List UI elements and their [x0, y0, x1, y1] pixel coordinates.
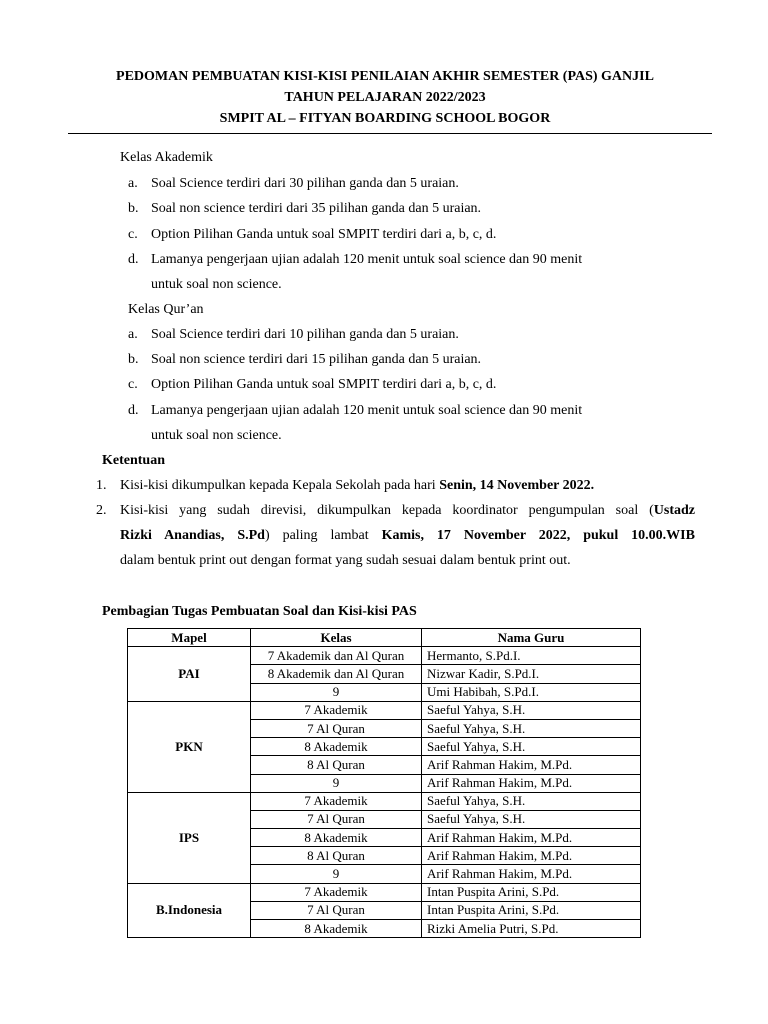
- guru-cell: Hermanto, S.Pd.I.: [422, 647, 641, 665]
- quran-item-c: Option Pilihan Ganda untuk soal SMPIT terdiri dari a, b, c, d.: [151, 377, 497, 392]
- ketentuan-item-2-text: Kisi-kisi yang sudah direvisi, dikumpulkan kepada koordinator pengumpulan soal (: [120, 503, 654, 518]
- guru-cell: Intan Puspita Arini, S.Pd.: [422, 883, 641, 901]
- guru-cell: Saeful Yahya, S.H.: [422, 792, 641, 810]
- akademik-item-d-label: d.: [128, 252, 139, 267]
- akademik-item-c: Option Pilihan Ganda untuk soal SMPIT terdiri dari a, b, c, d.: [151, 227, 497, 242]
- akademik-item-a: Soal Science terdiri dari 30 pilihan ganda dan 5 uraian.: [151, 176, 459, 191]
- ketentuan-title: Ketentuan: [102, 453, 165, 468]
- akademik-item-d-continued: untuk soal non science.: [151, 277, 282, 292]
- column-header-nama-guru: Nama Guru: [422, 629, 641, 647]
- kelas-cell: 8 Akademik: [251, 920, 422, 938]
- table-header-row: [128, 629, 641, 647]
- kelas-cell: 8 Akademik dan Al Quran: [251, 665, 422, 683]
- akademik-item-d: Lamanya pengerjaan ujian adalah 120 menit untuk soal science dan 90 menit: [151, 252, 583, 267]
- kelas-cell: 7 Akademik dan Al Quran: [251, 647, 422, 665]
- kelas-cell: 9: [251, 865, 422, 883]
- guru-cell: Nizwar Kadir, S.Pd.I.: [422, 665, 641, 683]
- kelas-cell: 8 Al Quran: [251, 756, 422, 774]
- koordinator-name: Rizki Anandias, S.Pd: [120, 528, 265, 543]
- deadline-prefix: ) paling lambat: [264, 528, 382, 543]
- akademik-item-b-label: b.: [128, 201, 139, 216]
- guru-cell: Arif Rahman Hakim, M.Pd.: [422, 829, 641, 847]
- guru-cell: Saeful Yahya, S.H.: [422, 719, 641, 737]
- mapel-b-indonesia: B.Indonesia: [128, 883, 251, 938]
- ketentuan-item-2-line1: [120, 502, 695, 520]
- kelas-cell: 7 Akademik: [251, 883, 422, 901]
- kelas-cell: 8 Al Quran: [251, 847, 422, 865]
- ketentuan-item-2-label: 2.: [96, 503, 107, 518]
- guru-cell: Saeful Yahya, S.H.: [422, 738, 641, 756]
- kelas-cell: 9: [251, 774, 422, 792]
- mapel-pai: PAI: [128, 647, 251, 702]
- guru-cell: Arif Rahman Hakim, M.Pd.: [422, 847, 641, 865]
- quran-item-b: Soal non science terdiri dari 15 pilihan ganda dan 5 uraian.: [151, 352, 482, 367]
- column-header-mapel: Mapel: [128, 629, 251, 647]
- akademik-item-c-label: c.: [128, 227, 138, 242]
- mapel-ips: IPS: [128, 792, 251, 883]
- ketentuan-item-1-text: Kisi-kisi dikumpulkan kepada Kepala Sekolah pada hari: [120, 478, 440, 493]
- quran-item-b-label: b.: [128, 352, 139, 367]
- kelas-cell: 8 Akademik: [251, 829, 422, 847]
- koordinator-title: Ustadz: [653, 503, 695, 518]
- header-school: SMPIT AL – FITYAN BOARDING SCHOOL BOGOR: [219, 111, 551, 126]
- table-row: [128, 647, 641, 665]
- akademik-item-b: Soal non science terdiri dari 35 pilihan ganda dan 5 uraian.: [151, 201, 482, 216]
- guru-cell: Rizki Amelia Putri, S.Pd.: [422, 920, 641, 938]
- kelas-cell: 9: [251, 683, 422, 701]
- kelas-cell: 7 Al Quran: [251, 810, 422, 828]
- ketentuan-item-1-label: 1.: [96, 478, 107, 493]
- akademik-title: Kelas Akademik: [120, 150, 213, 165]
- kelas-cell: 7 Akademik: [251, 792, 422, 810]
- mapel-pkn: PKN: [128, 701, 251, 792]
- quran-item-a-label: a.: [128, 327, 138, 342]
- kelas-cell: 7 Akademik: [251, 701, 422, 719]
- document-header: [60, 66, 710, 129]
- table-row: [128, 883, 641, 901]
- quran-item-d-label: d.: [128, 403, 139, 418]
- kelas-cell: 8 Akademik: [251, 738, 422, 756]
- kelas-cell: 7 Al Quran: [251, 901, 422, 919]
- header-divider: [68, 133, 712, 134]
- quran-title: Kelas Qur’an: [128, 302, 204, 317]
- header-title: PEDOMAN PEMBUATAN KISI-KISI PENILAIAN AKHIR SEMESTER (PAS) GANJIL: [116, 69, 654, 84]
- table-row: [128, 701, 641, 719]
- column-header-kelas: Kelas: [251, 629, 422, 647]
- ketentuan-item-2-line3: dalam bentuk print out dengan format yang sudah sesuai dalam bentuk print out.: [120, 553, 571, 568]
- guru-cell: Umi Habibah, S.Pd.I.: [422, 683, 641, 701]
- guru-cell: Intan Puspita Arini, S.Pd.: [422, 901, 641, 919]
- table-row: [128, 792, 641, 810]
- deadline-date: Kamis, 17 November 2022, pukul 10.00.WIB: [381, 528, 695, 543]
- guru-cell: Arif Rahman Hakim, M.Pd.: [422, 756, 641, 774]
- guru-cell: Arif Rahman Hakim, M.Pd.: [422, 774, 641, 792]
- ketentuan-item-1-date: Senin, 14 November 2022.: [439, 478, 595, 493]
- kelas-cell: 7 Al Quran: [251, 719, 422, 737]
- header-year: TAHUN PELAJARAN 2022/2023: [284, 90, 486, 105]
- guru-cell: Saeful Yahya, S.H.: [422, 810, 641, 828]
- guru-cell: Saeful Yahya, S.H.: [422, 701, 641, 719]
- quran-item-c-label: c.: [128, 377, 138, 392]
- akademik-item-a-label: a.: [128, 176, 138, 191]
- quran-item-a: Soal Science terdiri dari 10 pilihan ganda dan 5 uraian.: [151, 327, 459, 342]
- quran-item-d: Lamanya pengerjaan ujian adalah 120 menit untuk soal science dan 90 menit: [151, 403, 583, 418]
- ketentuan-item-2-line2: [120, 527, 695, 545]
- guru-cell: Arif Rahman Hakim, M.Pd.: [422, 865, 641, 883]
- quran-item-d-continued: untuk soal non science.: [151, 428, 282, 443]
- pembagian-title: Pembagian Tugas Pembuatan Soal dan Kisi-kisi PAS: [102, 604, 417, 619]
- ketentuan-item-1: [120, 477, 594, 495]
- pembagian-table: [127, 628, 641, 938]
